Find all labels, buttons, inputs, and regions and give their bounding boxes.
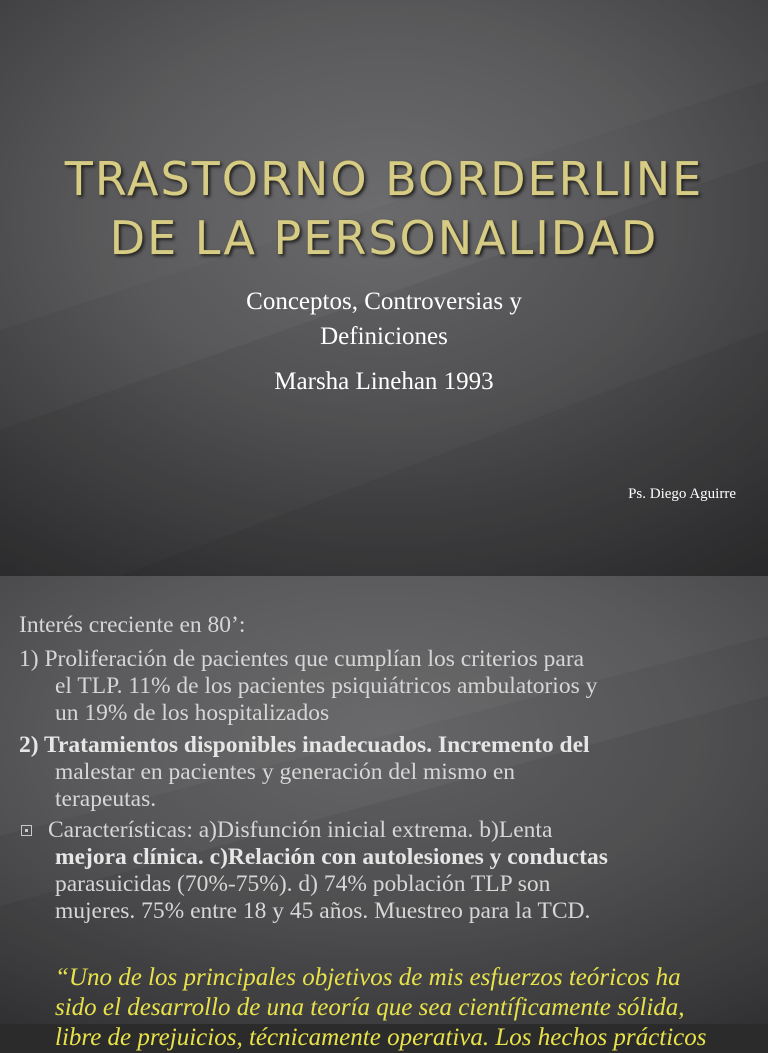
list-item-2 [19, 732, 754, 813]
item-3-bold-line: mejora clínica. c)Relación con autolesiones y conductas [55, 844, 608, 870]
presenter-name: Ps. Diego Aguirre [628, 486, 736, 502]
square-bullet-icon [21, 825, 32, 836]
slide-title-line-1: TRASTORNO BORDERLINE [64, 152, 704, 206]
list-item-3 [19, 817, 754, 925]
list-item-1 [19, 646, 754, 727]
item-1-line-3: un 19% de los hospitalizados [55, 700, 330, 726]
content-heading [19, 612, 754, 639]
item-3-line-3: parasuicidas (70%-75%). d) 74% población TLP son [55, 871, 551, 897]
quote-line-1: “Uno de los principales objetivos de mis esfuerzos teóricos ha [55, 964, 681, 991]
quote-line-2: sido el desarrollo de una teoría que sea científicamente sólida, [55, 994, 685, 1021]
item-3-line-1: Características: a)Disfunción inicial extrema. b)Lenta [48, 817, 553, 843]
item-1-line-1: 1) Proliferación de pacientes que cumplían los criterios para [19, 646, 585, 672]
quote-line-3: libre de prejuicios, técnicamente operativa. Los hechos prácticos [55, 1024, 707, 1051]
heading-text: Interés creciente en 80’: [19, 612, 246, 638]
quote-block [55, 963, 768, 1053]
slide-title-line-2: DE LA PERSONALIDAD [109, 211, 659, 265]
item-2-line-3: terapeutas. [55, 786, 157, 812]
subtitle-author-year: Marsha Linehan 1993 [274, 368, 494, 395]
subtitle-line-2: Definiciones [320, 323, 448, 350]
item-2-line-2: malestar en pacientes y generación del mismo en [55, 759, 516, 785]
subtitle-line-1: Conceptos, Controversias y [246, 288, 522, 315]
item-2-bold-line: 2) Tratamientos disponibles inadecuados. Incremento del [19, 732, 590, 758]
item-1-line-2: el TLP. 11% de los pacientes psiquiátricos ambulatorios y [55, 673, 598, 699]
item-3-line-4: mujeres. 75% entre 18 y 45 años. Muestreo para la TCD. [55, 898, 591, 924]
